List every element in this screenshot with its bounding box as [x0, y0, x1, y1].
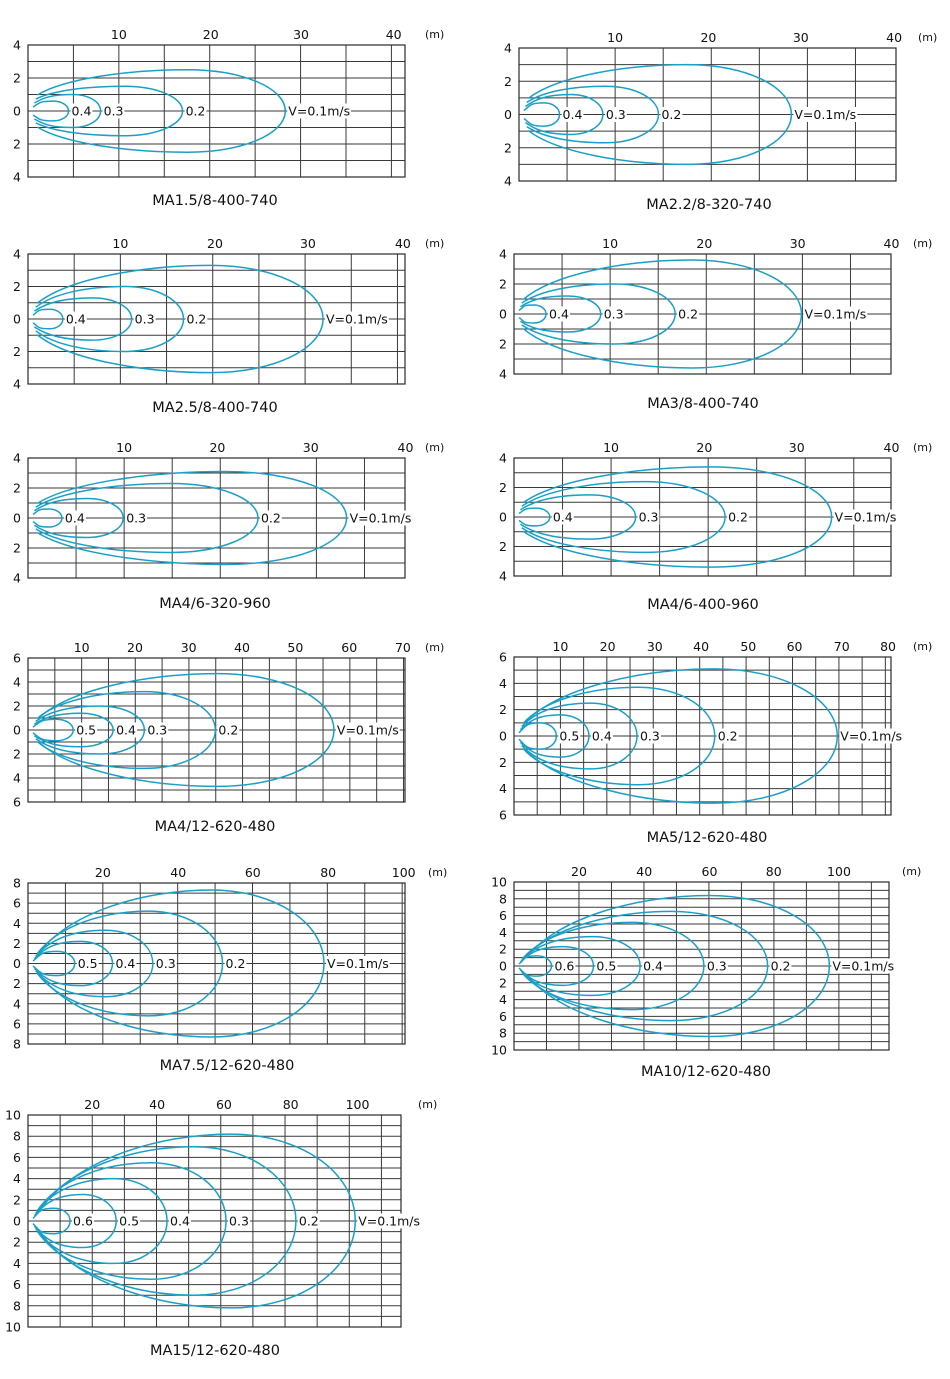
- y-tick-label: 2: [13, 1234, 21, 1250]
- x-unit-label: (m): [913, 237, 933, 250]
- chart-4: [499, 236, 932, 412]
- contour-label: V=0.1m/s: [834, 509, 897, 525]
- y-tick-label: 2: [499, 754, 507, 770]
- y-tick-label: 10: [491, 1042, 507, 1058]
- y-tick-label: 2: [13, 1192, 21, 1208]
- x-tick-label: 80: [880, 639, 896, 654]
- y-tick-label: 2: [13, 480, 21, 496]
- y-tick-label: 8: [13, 1036, 21, 1052]
- y-tick-label: 0: [13, 510, 21, 526]
- y-tick-label: 4: [499, 924, 507, 940]
- x-tick-label: 30: [646, 639, 663, 654]
- x-tick-label: 10: [552, 639, 569, 654]
- x-tick-label: 20: [207, 236, 223, 251]
- contour-label: 0.3: [229, 1213, 249, 1229]
- x-tick-label: 40: [397, 440, 414, 455]
- y-tick-label: 2: [13, 746, 21, 762]
- x-tick-label: 30: [792, 30, 809, 45]
- chart-10: [491, 864, 921, 1080]
- chart-title: MA7.5/12-620-480: [159, 1058, 295, 1074]
- x-tick-label: 30: [789, 236, 806, 251]
- x-tick-label: 10: [603, 440, 620, 455]
- y-tick-label: 0: [499, 509, 507, 525]
- contour-label: 0.3: [126, 510, 147, 526]
- x-tick-label: 100: [391, 865, 416, 880]
- y-tick-label: 10: [5, 1319, 21, 1335]
- contour-label: 0.5: [119, 1213, 140, 1229]
- x-tick-label: 10: [110, 27, 127, 42]
- y-tick-label: 8: [499, 1025, 507, 1041]
- y-tick-label: 2: [499, 539, 507, 554]
- y-tick-label: 2: [504, 140, 512, 156]
- chart-6: [499, 440, 932, 613]
- y-tick-label: 8: [13, 1298, 21, 1314]
- contour-label: 0.5: [559, 728, 580, 744]
- chart-title: MA10/12-620-480: [640, 1064, 772, 1080]
- y-tick-label: 4: [499, 366, 507, 382]
- x-tick-label: 30: [180, 640, 197, 655]
- x-tick-label: 20: [202, 27, 219, 42]
- y-tick-label: 10: [491, 874, 507, 890]
- x-tick-label: 10: [112, 236, 129, 251]
- chart-11: [5, 1097, 437, 1359]
- x-tick-label: 40: [170, 865, 187, 880]
- y-tick-label: 2: [13, 279, 21, 294]
- y-tick-label: 4: [499, 992, 507, 1008]
- contour-label: 0.3: [639, 728, 660, 744]
- contour-label: 0.2: [218, 722, 239, 738]
- chart-title: MA2.5/8-400-740: [152, 400, 278, 416]
- contour-label: 0.3: [155, 956, 176, 971]
- y-tick-label: 6: [499, 1008, 507, 1024]
- contour-label: 0.6: [554, 958, 575, 974]
- x-tick-label: 10: [73, 640, 90, 655]
- x-tick-label: 80: [320, 865, 337, 880]
- y-tick-label: 6: [499, 649, 507, 665]
- chart-2: [504, 30, 937, 213]
- y-tick-label: 2: [13, 136, 21, 152]
- contour-label: 0.2: [185, 103, 206, 119]
- contour-label: 0.4: [562, 107, 583, 122]
- x-tick-label: 20: [94, 865, 111, 880]
- chart-3: [13, 236, 444, 416]
- y-tick-label: 4: [504, 40, 512, 56]
- x-tick-label: 20: [700, 30, 717, 45]
- x-tick-label: 40: [883, 236, 900, 251]
- y-tick-label: 4: [13, 570, 21, 586]
- contour-label: 0.2: [186, 311, 207, 327]
- contour-label: 0.4: [170, 1213, 190, 1229]
- contour-label: 0.2: [728, 509, 749, 525]
- contour-label: 0.2: [298, 1213, 319, 1229]
- x-tick-label: 60: [341, 640, 358, 655]
- contour-label: 0.3: [134, 311, 155, 327]
- x-tick-label: 40: [385, 27, 402, 42]
- contour-label: 0.3: [103, 103, 124, 119]
- y-tick-label: 4: [13, 450, 21, 466]
- y-tick-label: 2: [13, 70, 21, 86]
- contour-label: 0.2: [661, 107, 682, 122]
- y-tick-label: 8: [13, 875, 21, 891]
- y-tick-label: 6: [13, 794, 21, 810]
- y-tick-label: 4: [13, 1255, 21, 1271]
- contour-label: 0.5: [76, 722, 97, 738]
- contour-label: V=0.1m/s: [326, 956, 389, 971]
- contour-label: 0.4: [552, 509, 573, 525]
- x-tick-label: 10: [602, 236, 619, 251]
- chart-5: [13, 440, 444, 612]
- y-tick-label: 8: [13, 1128, 21, 1144]
- x-tick-label: 100: [345, 1097, 370, 1112]
- y-tick-label: 2: [13, 935, 21, 951]
- x-tick-label: 20: [696, 440, 713, 455]
- contour-label: V=0.1m/s: [794, 107, 857, 122]
- chart-9: [13, 865, 447, 1074]
- contour-label: V=0.1m/s: [840, 728, 903, 744]
- y-tick-label: 8: [499, 891, 507, 907]
- x-unit-label: (m): [428, 866, 448, 879]
- x-tick-label: 80: [765, 864, 782, 879]
- x-tick-label: 40: [636, 864, 653, 879]
- contour-label: 0.2: [717, 728, 738, 744]
- contour-label: V=0.1m/s: [336, 722, 399, 738]
- x-tick-label: 30: [302, 440, 319, 455]
- x-unit-label: (m): [913, 441, 933, 454]
- x-unit-label: (m): [918, 31, 938, 44]
- contour-label: 0.4: [591, 728, 612, 744]
- x-tick-label: 40: [693, 639, 710, 654]
- y-tick-label: 0: [13, 1213, 21, 1229]
- y-tick-label: 4: [13, 915, 21, 931]
- y-tick-label: 4: [13, 246, 21, 262]
- contour-label: V=0.1m/s: [804, 306, 867, 322]
- contour-label: V=0.1m/s: [326, 311, 388, 327]
- chart-title: MA4/12-620-480: [154, 819, 276, 835]
- y-tick-label: 10: [5, 1107, 21, 1123]
- y-tick-label: 2: [499, 276, 507, 292]
- y-tick-label: 4: [13, 770, 21, 786]
- contour-label: 0.2: [260, 510, 281, 526]
- x-tick-label: 60: [215, 1097, 232, 1112]
- chart-title: MA2.2/8-320-740: [646, 197, 772, 213]
- contour-label: 0.5: [596, 958, 617, 974]
- y-tick-label: 2: [499, 480, 507, 495]
- contour-label: 0.3: [706, 958, 727, 974]
- y-tick-label: 2: [499, 975, 507, 991]
- x-tick-label: 80: [282, 1097, 299, 1112]
- y-tick-label: 2: [13, 540, 21, 556]
- y-tick-label: 0: [499, 306, 507, 322]
- x-tick-label: 20: [696, 236, 713, 251]
- y-tick-label: 4: [13, 37, 21, 53]
- y-tick-label: 4: [499, 246, 507, 262]
- contour-label: 0.4: [71, 103, 92, 119]
- y-tick-label: 6: [13, 895, 21, 911]
- y-tick-label: 6: [499, 807, 507, 823]
- y-tick-label: 2: [13, 344, 21, 359]
- x-unit-label: (m): [913, 640, 933, 653]
- chart-title: MA4/6-320-960: [159, 596, 271, 612]
- chart-title: MA15/12-620-480: [149, 1343, 281, 1359]
- y-tick-label: 0: [504, 107, 512, 122]
- y-tick-label: 0: [13, 103, 21, 119]
- contour-label: 0.4: [115, 956, 136, 971]
- y-tick-label: 2: [13, 698, 21, 714]
- x-unit-label: (m): [425, 441, 445, 454]
- y-tick-label: 4: [13, 169, 21, 185]
- x-unit-label: (m): [418, 1098, 438, 1111]
- contour-label: 0.4: [65, 311, 86, 327]
- x-tick-label: 70: [394, 640, 411, 655]
- contour-label: V=0.1m/s: [349, 510, 412, 526]
- contour-label: 0.4: [549, 306, 569, 322]
- contour-label: 0.2: [678, 306, 699, 322]
- y-tick-label: 4: [499, 675, 507, 691]
- chart-8: [499, 639, 932, 846]
- contour-label: 0.3: [638, 509, 659, 525]
- y-tick-label: 4: [499, 781, 507, 797]
- x-tick-label: 40: [234, 640, 250, 655]
- x-unit-label: (m): [425, 28, 445, 41]
- x-tick-label: 30: [788, 440, 805, 455]
- x-tick-label: 10: [607, 30, 624, 45]
- chart-title: MA3/8-400-740: [647, 396, 759, 412]
- x-tick-label: 40: [886, 30, 903, 45]
- x-tick-label: 30: [293, 27, 309, 42]
- x-tick-label: 20: [84, 1097, 101, 1112]
- x-unit-label: (m): [425, 237, 445, 250]
- y-tick-label: 2: [499, 336, 507, 352]
- y-tick-label: 4: [499, 568, 507, 584]
- x-tick-label: 20: [599, 639, 616, 654]
- contour-label: 0.3: [147, 722, 168, 738]
- y-tick-label: 6: [13, 1016, 21, 1032]
- y-tick-label: 4: [13, 376, 21, 392]
- y-tick-label: 0: [13, 722, 21, 738]
- chart-title: MA1.5/8-400-740: [152, 193, 278, 209]
- x-tick-label: 50: [740, 639, 757, 654]
- x-tick-label: 40: [394, 236, 411, 251]
- y-tick-label: 0: [13, 311, 21, 327]
- contour-label: 0.3: [603, 306, 624, 322]
- y-tick-label: 2: [504, 73, 512, 89]
- y-tick-label: 4: [499, 450, 507, 466]
- y-tick-label: 0: [499, 958, 507, 974]
- x-tick-label: 20: [127, 640, 143, 655]
- contour-label: 0.3: [605, 107, 626, 122]
- contour-label: 0.2: [770, 958, 791, 974]
- y-tick-label: 2: [499, 702, 507, 718]
- contour-label: 0.4: [116, 722, 136, 738]
- contour-label: 0.5: [77, 956, 98, 971]
- x-tick-label: 20: [209, 440, 226, 455]
- chart-1: [13, 27, 444, 209]
- x-tick-label: 70: [833, 639, 850, 654]
- contour-label: 0.6: [73, 1213, 93, 1229]
- y-tick-label: 6: [13, 1277, 21, 1293]
- y-tick-label: 2: [499, 941, 507, 957]
- x-tick-label: 40: [883, 440, 900, 455]
- x-tick-label: 20: [571, 864, 587, 879]
- contour-label: 0.2: [225, 956, 246, 971]
- x-tick-label: 60: [701, 864, 718, 879]
- y-tick-label: 4: [13, 674, 21, 690]
- y-tick-label: 4: [13, 1171, 21, 1187]
- contour-label: V=0.1m/s: [288, 103, 351, 119]
- y-tick-label: 6: [13, 650, 21, 666]
- y-tick-label: 6: [13, 1149, 21, 1165]
- chart-title: MA4/6-400-960: [647, 597, 759, 613]
- x-tick-label: 100: [827, 864, 851, 879]
- y-tick-label: 4: [13, 996, 21, 1012]
- contour-label: V=0.1m/s: [358, 1213, 421, 1229]
- y-tick-label: 0: [499, 728, 507, 744]
- x-tick-label: 40: [149, 1097, 166, 1112]
- y-tick-label: 0: [13, 956, 21, 971]
- y-tick-label: 2: [13, 976, 21, 992]
- contour-label: 0.4: [643, 958, 664, 974]
- x-tick-label: 50: [287, 640, 304, 655]
- contour-label: 0.4: [64, 510, 85, 526]
- x-tick-label: 30: [299, 236, 316, 251]
- contour-label: V=0.1m/s: [832, 958, 895, 974]
- chart-title: MA5/12-620-480: [646, 830, 768, 846]
- y-tick-label: 4: [504, 173, 512, 189]
- x-unit-label: (m): [425, 641, 445, 654]
- chart-7: [13, 640, 444, 835]
- x-tick-label: 60: [786, 639, 803, 654]
- x-tick-label: 10: [116, 440, 133, 455]
- x-tick-label: 60: [244, 865, 261, 880]
- y-tick-label: 6: [499, 908, 507, 924]
- x-unit-label: (m): [902, 865, 922, 878]
